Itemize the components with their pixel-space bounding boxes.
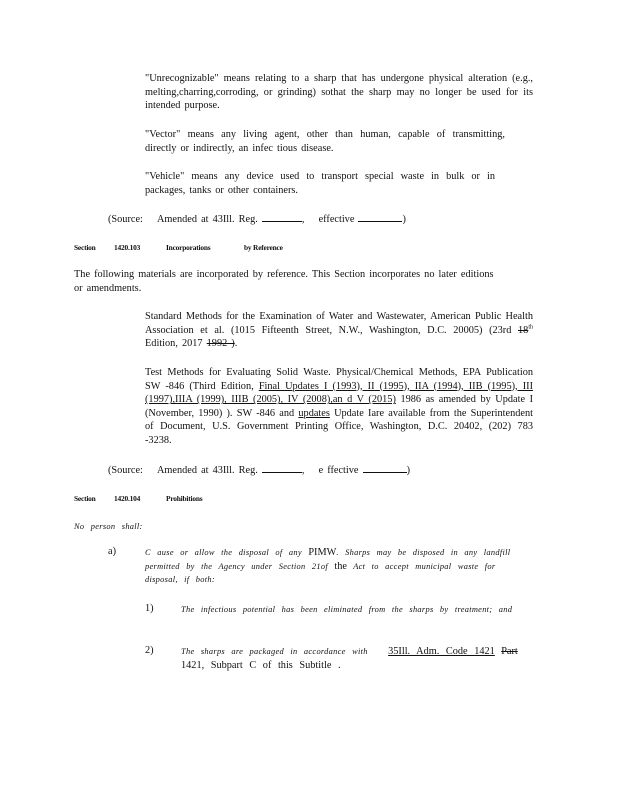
source-effective: effective <box>318 214 355 225</box>
struck-year: 1992 ) <box>206 338 235 350</box>
section-number: 1420.103 <box>114 243 141 252</box>
code-reference: 35Ill. Adm. Code 1421 <box>388 646 495 657</box>
reference-text: Test Methods for Evaluating Solid Waste. Physical/Chemical Methods, EPA Publication SW -846 (Third Edition, <box>145 367 533 392</box>
section-title: Incorporations <box>166 243 211 252</box>
item-1-text: The infectious potential has been eliminated from the sharps by treatment; and <box>181 605 513 614</box>
source-close: ) <box>402 214 406 225</box>
section-title: Prohibitions <box>166 494 203 503</box>
source-comma: , <box>301 465 305 476</box>
item-a-text-2: . Sharps may be disposed in any landfill permitted by the Agency under Section 21of <box>145 548 511 571</box>
source-comma: , <box>301 214 305 225</box>
definition-unrecognizable <box>145 72 533 113</box>
item-a-text <box>145 546 517 587</box>
reference-text-2: 1986 as amended by Update I (November, 1990) ). SW -846 and <box>145 394 534 419</box>
edition-word: Edition, 2017 <box>145 338 203 350</box>
pimw-term: PIMW <box>308 547 337 558</box>
definition-term: "Vector" <box>145 129 181 140</box>
register-blank <box>262 212 302 222</box>
definition-term: "Vehicle" <box>145 171 185 182</box>
reference-text-3: Update Iare available from the Superintendent of Document, U.S. Government Printing Office, Washington, D.C. 20402, (202) 783 -3238. <box>145 407 533 446</box>
reference-text: Standard Methods for the Examination of Water and Wastewater, American Public Health Association et al. (1015 Fifteenth Street, N.W., Washington, D.C. 20005) (23rd <box>145 311 533 336</box>
source-prefix: (Source: <box>108 465 143 476</box>
section-label: Section <box>74 243 96 252</box>
item-a-marker: a) <box>108 546 116 557</box>
source-note-2 <box>108 463 438 478</box>
struck-part: Part <box>501 646 518 657</box>
effective-date-blank <box>363 463 407 473</box>
definition-text: means relating to a sharp that has undergone physical alteration (e.g., melting,charring,corroding, or grinding) sothat the sharp may no longer be used for its intended purpose. <box>145 73 533 112</box>
the-act: the <box>334 560 347 572</box>
definition-term: "Unrecognizable" <box>145 73 219 84</box>
definition-vehicle <box>145 170 495 197</box>
definition-vector <box>145 128 505 155</box>
reference-test-methods <box>145 366 533 448</box>
item-1-marker: 1) <box>145 603 154 614</box>
register-blank <box>262 463 302 473</box>
reference-standard-methods <box>145 310 533 351</box>
edition-superscript: th <box>528 324 533 331</box>
source-close: ) <box>406 465 410 476</box>
source-effective: e ffective <box>318 465 359 476</box>
section-104-lead: No person shall: <box>74 522 143 531</box>
section-103-heading <box>74 243 283 252</box>
section-103-intro: The following materials are incorporated by reference. This Section incorporates no later editions or amendments. <box>74 269 494 294</box>
section-number: 1420.104 <box>114 494 141 503</box>
item-2-text <box>181 645 541 672</box>
underlined-word: updates <box>298 407 330 419</box>
source-note-1 <box>108 212 438 227</box>
item-2-text-end: 1421, Subpart C of this Subtitle . <box>181 659 341 671</box>
source-amended: Amended at 43Ill. Reg. <box>156 214 258 225</box>
underlined-updates: Final Updates I (1993), II (1995), IIA (1994), IIB (1995), III (1997),IIIA (1999), IIIB (2005), IV (2008),an d V (2015) <box>145 380 534 406</box>
source-prefix: (Source: <box>108 214 143 225</box>
source-amended: Amended at 43Ill. Reg. <box>156 465 258 476</box>
section-label: Section <box>74 494 96 503</box>
reference-end: . <box>234 338 238 350</box>
item-2-marker: 2) <box>145 645 154 656</box>
section-title-cont: by Reference <box>244 243 283 252</box>
item-a-text-1: C ause or allow the disposal of any <box>145 548 302 557</box>
definition-text: means any device used to transport special waste in bulk or in packages, tanks or other containers. <box>145 171 496 196</box>
section-104-heading <box>74 494 202 503</box>
definition-text: means any living agent, other than human, capable of transmitting, directly or indirectly, an infec tious disease. <box>145 129 505 154</box>
struck-edition: 18 <box>518 324 529 336</box>
item-2-text-1: The sharps are packaged in accordance with <box>181 647 368 656</box>
item-a-text-3: Act to accept municipal waste for disposal, if both: <box>145 561 496 585</box>
effective-date-blank <box>358 212 402 222</box>
